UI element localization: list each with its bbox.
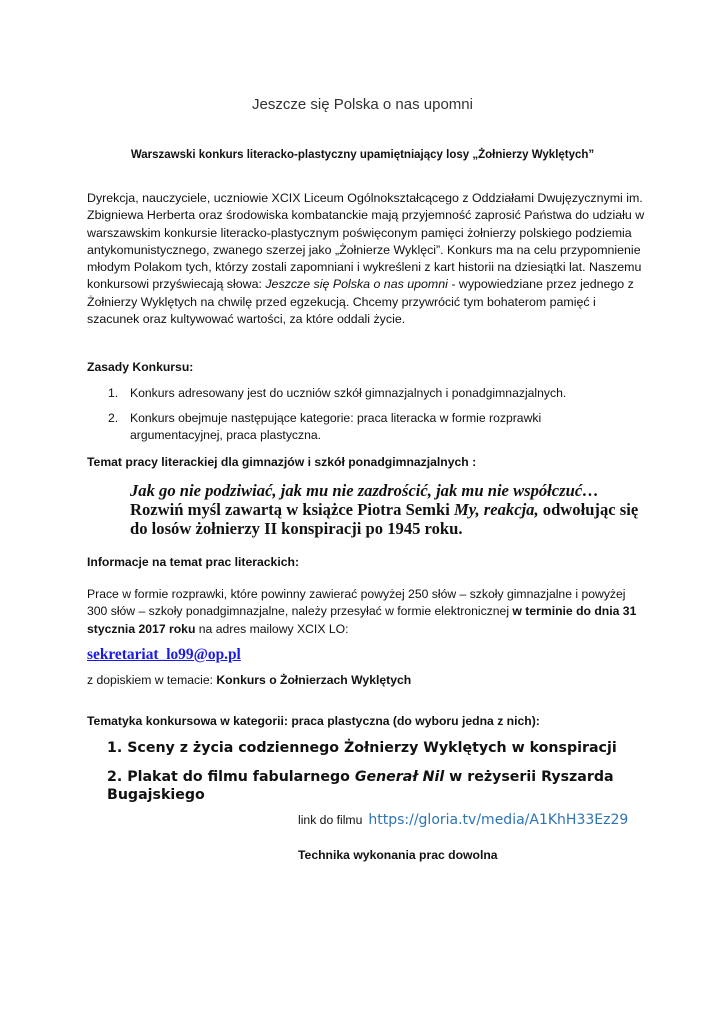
literary-topic-task: Rozwiń myśl zawartą w książce Piotra Semki My, reakcja, odwołując się do losów żołnierzy II konspiracji po 1945 roku.	[130, 500, 639, 538]
literary-topic	[130, 481, 650, 538]
page-subtitle: Warszawski konkurs literacko-plastyczny upamiętniający losy „Żołnierzy Wyklętych”	[130, 149, 595, 161]
film-link-label: link do filmu	[298, 813, 363, 827]
intro-paragraph	[87, 190, 647, 328]
deadline: w terminie do dnia 31 stycznia 2017 roku	[87, 604, 637, 636]
subject-text: Konkurs o Żołnierzach Wyklętych	[216, 673, 412, 687]
intro-text: Dyrekcja, nauczyciele, uczniowie XCIX Liceum Ogólnokształcącego z Oddziałami Dwujęzycznymi im. Zbigniewa Herberta oraz środowiska kombatanckie mają przyjemność zaprosić Państwa do udziału w warszawskim konkursie literacko-plastycznym poświęconym pamięci żołnierzy polskiego podziemia antykomunistycznego, zwanego szerzej jako „Żołnierze Wyklęci”. Konkurs ma na celu przypomnienie młodym Polakom tych, którzy zostali zapomniani i wykreśleni z kart historii na dziesiątki lat. Naszemu konkursowi przyświecają słowa:	[87, 191, 645, 292]
film-title: Generał Nil	[354, 769, 445, 785]
rules-item-1	[108, 385, 628, 405]
rules-item-2	[108, 410, 628, 446]
rules-item-text: Konkurs adresowany jest do uczniów szkół gimnazjalnych i ponadgimnazjalnych.	[130, 386, 567, 400]
intro-text-end: - wypowiedziane przez jednego z Żołnierzy Wyklętych na chwilę przed egzekucją. Chcemy przywrócić tym bohaterom pamięć i szacunek oraz kultywować wartości, za które oddali życie.	[87, 277, 634, 327]
literary-topic-quote: Jak go nie podziwiać, jak mu nie zazdrościć, jak mu nie współczuć…	[130, 481, 599, 500]
page-title: Jeszcze się Polska o nas upomni	[252, 96, 473, 113]
subject-note: z dopiskiem w temacie: Konkurs o Żołnierzach Wyklętych	[87, 673, 412, 687]
info-heading: Informacje na temat prac literackich:	[87, 555, 300, 569]
rules-heading: Zasady Konkursu:	[87, 360, 194, 374]
rules-item-number: 1.	[108, 386, 119, 400]
film-link-row	[298, 812, 628, 828]
film-link[interactable]: https://gloria.tv/media/A1KhH33Ez29	[368, 812, 629, 828]
email-link[interactable]: sekretariat_lo99@op.pl	[87, 646, 241, 663]
intro-quote: Jeszcze się Polska o nas upomni	[265, 277, 448, 292]
rules-item-number: 2.	[108, 411, 119, 425]
info-paragraph: Prace w formie rozprawki, które powinny zawierać powyżej 250 słów – szkoły gimnazjalne i powyżej 300 słów – szkoły ponadgimnazjalne, należy przesyłać w formie elektronicznej w terminie do dnia 31 stycznia 2017 roku na adres mailowy XCIX LO:	[87, 587, 637, 636]
technique-note: Technika wykonania prac dowolna	[298, 848, 498, 862]
art-heading: Tematyka konkursowa w kategorii: praca plastyczna (do wyboru jedna z nich):	[87, 714, 540, 728]
book-title: My, reakcja,	[453, 500, 539, 519]
art-topic-1: 1. Sceny z życia codziennego Żołnierzy Wyklętych w konspiracji	[107, 740, 617, 756]
art-topic-2: 2. Plakat do filmu fabularnego Generał Nil w reżyserii Ryszarda Bugajskiego	[107, 769, 614, 803]
literary-topic-heading: Temat pracy literackiej dla gimnazjów i szkół ponadgimnazjalnych :	[87, 455, 477, 469]
rules-item-text: Konkurs obejmuje następujące kategorie: praca literacka w formie rozprawki argumentacyjnej, praca plastyczna.	[130, 411, 542, 442]
